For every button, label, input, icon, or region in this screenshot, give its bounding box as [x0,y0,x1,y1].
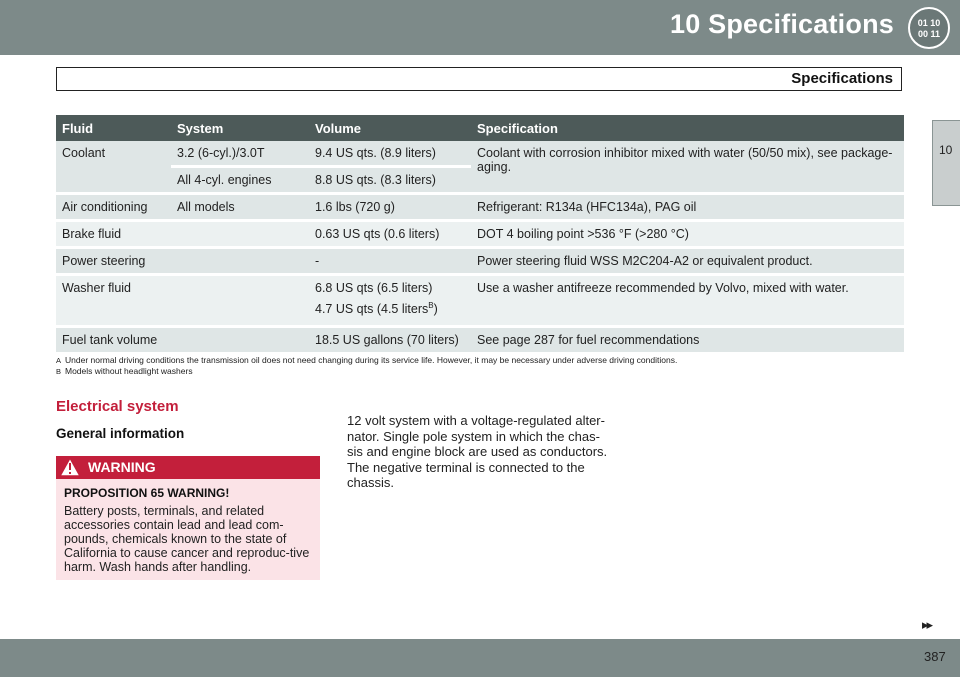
section-heading: Electrical system [56,398,179,415]
cell-fluid: Coolant [56,141,171,194]
cell-line-end: ) [433,302,438,317]
next-page-arrows-icon[interactable]: ▸▸ [922,617,932,632]
footnote-text: Models without headlight washers [65,366,193,376]
cell-system: All models [171,194,309,221]
column-header-system: System [171,115,309,141]
cell-system [171,275,309,327]
footnote-text: Under normal driving conditions the transmission oil does not need changing during its service life. However, it may be necessary under adverse driving conditions. [65,355,678,365]
column-header-specification: Specification [471,115,904,141]
cell-system [171,327,309,354]
cell-volume: 1.6 lbs (720 g) [309,194,471,221]
warning-box [56,456,320,580]
table-row [56,221,904,248]
cell-line: 8.8 US qts. (8.3 liters) [315,173,436,187]
table-row [56,141,904,194]
electrical-body-text: 12 volt system with a voltage-regulated alter-nator. Single pole system in which the chas-sis and engine block are used as conductors. The negative terminal is connected to the chassis. [347,413,608,490]
cell-specification: Refrigerant: R134a (HFC134a), PAG oil [471,194,904,221]
column-header-volume: Volume [309,115,471,141]
cell-volume: - [309,248,471,275]
cell-fluid: Washer fluid [56,275,171,327]
svg-text:00 11: 00 11 [917,29,941,39]
cell-volume [309,141,471,194]
warning-triangle-icon [59,457,81,477]
table-row [56,194,904,221]
subsection-heading: General information [56,426,185,441]
cell-specification: Power steering fluid WSS M2C204-A2 or equivalent product. [471,248,904,275]
cell-line-text: 4.7 US qts (4.5 liters [315,302,429,317]
cell-system [171,141,309,194]
cell-line: All 4-cyl. engines [177,173,272,187]
cell-fluid: Power steering [56,248,171,275]
chapter-title: 10 Specifications [670,9,894,39]
footnote [56,366,677,377]
cell-volume [309,275,471,327]
footnotes [56,355,677,377]
footnote-mark: A [56,356,62,365]
cell-fluid: Fuel tank volume [56,327,171,354]
cell-line: 6.8 US qts (6.5 liters) [315,281,433,295]
cell-fluid: Air conditioning [56,194,171,221]
warning-header [56,456,320,479]
footnote-ref: B [428,301,434,310]
footnote-mark: B [56,367,62,376]
footnote [56,355,677,366]
column-header-fluid: Fluid [56,115,171,141]
table-row [56,327,904,354]
cell-line: 9.4 US qts. (8.9 liters) [309,141,471,168]
page-number: 387 [924,649,946,664]
table-row [56,275,904,327]
section-title: Specifications [791,70,893,87]
warning-title: WARNING [88,459,156,475]
chapter-number-icon [907,6,951,50]
cell-specification: Coolant with corrosion inhibitor mixed with water (50/50 mix), see package-aging. [471,141,904,194]
cell-specification: DOT 4 boiling point >536 °F (>280 °C) [471,221,904,248]
cell-system [171,248,309,275]
cell-volume: 18.5 US gallons (70 liters) [309,327,471,354]
cell-system [171,221,309,248]
cell-volume: 0.63 US qts (0.6 liters) [309,221,471,248]
cell-line: 3.2 (6-cyl.)/3.0T [171,141,309,168]
footer-band [0,639,960,677]
section-title-box [56,67,902,91]
cell-fluid: Brake fluid [56,221,171,248]
side-tab-number: 10 [939,143,953,157]
warning-text: Battery posts, terminals, and related accessories contain lead and lead com-pounds, chemicals known to the state of California to cause cancer and reproduc-tive harm. Wash hands after handling. [64,504,310,574]
warning-subtitle: PROPOSITION 65 WARNING! [64,486,230,500]
table-header-row [56,115,904,141]
table-row [56,248,904,275]
fluid-specifications-table [56,115,904,355]
cell-line [315,301,465,316]
svg-text:01 10: 01 10 [917,18,941,28]
cell-specification: Use a washer antifreeze recommended by Volvo, mixed with water. [471,275,904,327]
cell-specification: See page 287 for fuel recommendations [471,327,904,354]
chapter-side-tab[interactable] [932,120,960,206]
